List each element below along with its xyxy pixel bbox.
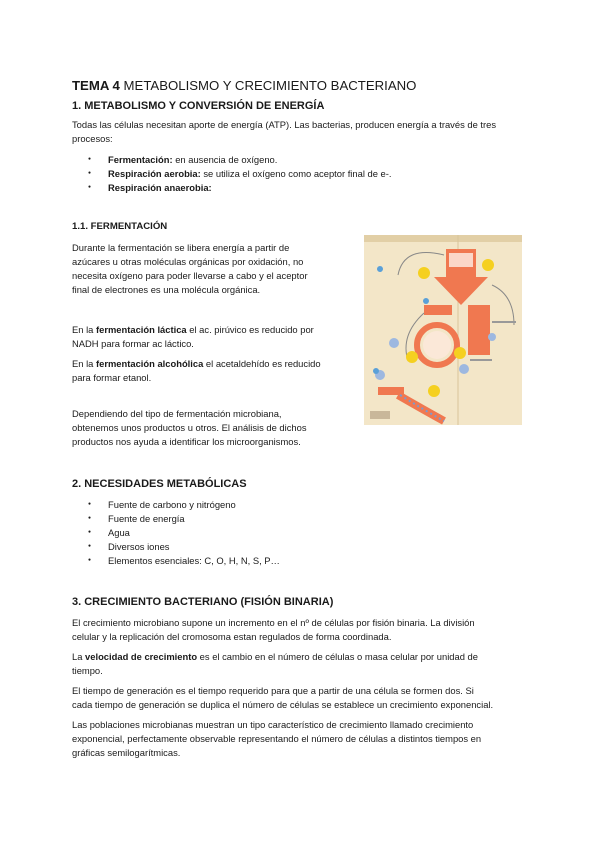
title-rest: METABOLISMO Y CRECIMIENTO BACTERIANO	[119, 78, 417, 93]
text-run: el ac. pirúvico es reducido por	[186, 324, 314, 335]
s11-p1-l3: necesita oxígeno para poder llevarse a cabo y el aceptor	[72, 270, 308, 281]
s11-p4-l1: Dependiendo del tipo de fermentación microbiana,	[72, 408, 282, 419]
list-item-text: en ausencia de oxígeno.	[172, 154, 278, 165]
section-1-heading: 1. METABOLISMO Y CONVERSIÓN DE ENERGÍA	[72, 100, 325, 112]
title-bold: TEMA 4	[72, 78, 120, 93]
s11-p1-l1: Durante la fermentación se libera energía a partir de	[72, 242, 290, 253]
text-run: En la	[72, 324, 96, 335]
section-2-heading: 2. NECESIDADES METABÓLICAS	[72, 478, 247, 490]
s3-p2-l1	[72, 650, 478, 664]
s3-p4-l3: gráficas semilogarítmicas.	[72, 747, 181, 758]
list-item-text: Fuente de carbono y nitrógeno	[108, 499, 236, 510]
s11-p1-l2: azúcares u otras moléculas orgánicas por oxidación, no	[72, 256, 304, 267]
text-bold: fermentación alcohólica	[95, 358, 204, 369]
s3-p4-l2: exponencial, perfectamente observable representando el número de células a distintos tiempos en	[72, 733, 482, 744]
section-1-1-heading: 1.1. FERMENTACIÓN	[72, 221, 168, 232]
text-run: el acetaldehído es reducido	[203, 358, 321, 369]
list-item-text: Fuente de energía	[108, 513, 185, 524]
section-3-heading: 3. CRECIMIENTO BACTERIANO (FISIÓN BINARIA)	[72, 596, 334, 608]
list-item-text: Agua	[108, 527, 130, 538]
text-run: En la	[72, 358, 96, 369]
s11-p4-l2: obtenemos unos productos u otros. El análisis de dichos	[72, 422, 307, 433]
s3-p3-l2: cada tiempo de generación se duplica el número de células se establece un crecimiento exponencial.	[72, 699, 494, 710]
s11-p3-l1	[72, 357, 321, 371]
metabolism-diagram-icon	[364, 235, 522, 425]
s11-p4-l3: productos nos ayuda a identificar los microorganismos.	[72, 436, 301, 447]
text-run: La	[72, 651, 86, 662]
s11-p3-l2: para formar etanol.	[72, 372, 152, 383]
list-item-text: se utiliza el oxígeno como aceptor final de e-.	[200, 168, 392, 179]
s11-p2-l2: NADH para formar ac láctico.	[72, 338, 194, 349]
list-item-bold: Respiración anaerobia:	[108, 182, 212, 193]
page-title	[72, 78, 416, 93]
text-bold: fermentación láctica	[95, 324, 187, 335]
s11-p2-l1	[72, 323, 314, 337]
s3-p1-l1: El crecimiento microbiano supone un incremento en el nº de células por fisión binaria. La división	[72, 617, 475, 628]
list-item-text: Elementos esenciales: C, O, H, N, S, P…	[108, 555, 280, 566]
s1-intro-line2: procesos:	[72, 133, 113, 144]
s3-p2-l2: tiempo.	[72, 665, 103, 676]
text-run: es el cambio en el número de células o masa celular por unidad de	[197, 651, 478, 662]
s3-p4-l1: Las poblaciones microbianas muestran un tipo característico de crecimiento llamado crecimiento	[72, 719, 474, 730]
list-item-bold: Fermentación:	[108, 154, 173, 165]
s3-p1-l2: celular y la replicación del cromosoma estan regulados de forma coordinada.	[72, 631, 392, 642]
list-item-text: Diversos iones	[108, 541, 170, 552]
text-bold: velocidad de crecimiento	[85, 651, 198, 662]
s1-intro-line1: Todas las células necesitan aporte de energía (ATP). Las bacterias, producen energía a través de tres	[72, 119, 497, 130]
s3-p3-l1: El tiempo de generación es el tiempo requerido para que a partir de una célula se formen dos. Si	[72, 685, 474, 696]
list-item-bold: Respiración aerobia:	[108, 168, 201, 179]
s11-p1-l4: final de electrones es una molécula orgánica.	[72, 284, 261, 295]
